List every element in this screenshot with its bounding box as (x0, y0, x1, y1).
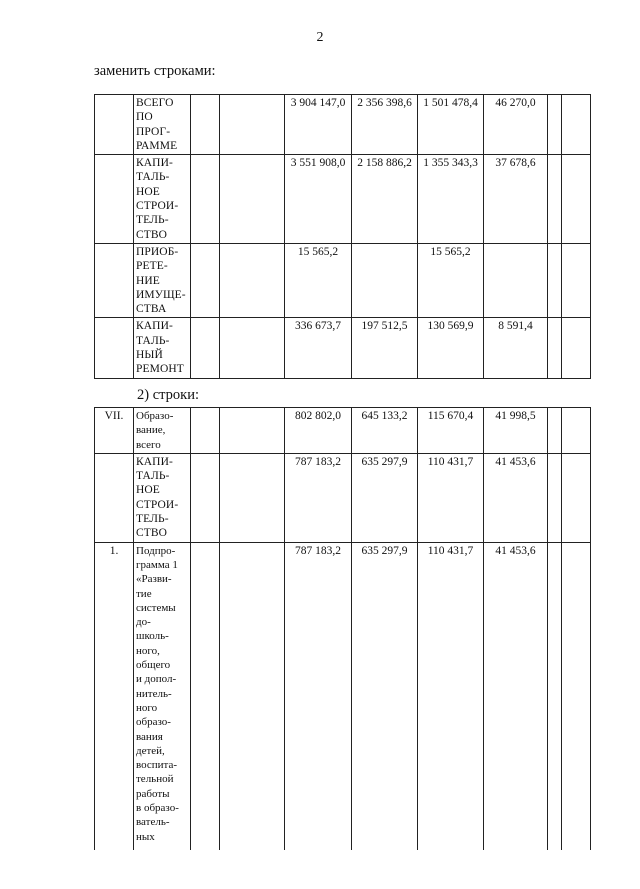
row-number (95, 318, 134, 378)
row-number: 1. (95, 542, 134, 850)
value-total: 3 551 908,0 (285, 155, 352, 244)
empty-cell (220, 408, 285, 454)
table-row (95, 155, 591, 244)
value-total: 3 904 147,0 (285, 95, 352, 155)
empty-cell (562, 95, 591, 155)
value-col2: 197 512,5 (352, 318, 418, 378)
table-row (95, 318, 591, 378)
value-col4: 41 453,6 (484, 453, 548, 542)
row-number (95, 95, 134, 155)
empty-cell (548, 95, 562, 155)
empty-cell (191, 453, 220, 542)
empty-cell (562, 453, 591, 542)
empty-cell (562, 243, 591, 317)
empty-cell (191, 542, 220, 850)
value-col4: 41 998,5 (484, 408, 548, 454)
table-row (95, 408, 591, 454)
row-number (95, 453, 134, 542)
value-col3: 1 501 478,4 (418, 95, 484, 155)
value-col4: 8 591,4 (484, 318, 548, 378)
empty-cell (562, 155, 591, 244)
value-col2: 635 297,9 (352, 453, 418, 542)
empty-cell (220, 155, 285, 244)
empty-cell (191, 155, 220, 244)
empty-cell (562, 408, 591, 454)
empty-cell (562, 318, 591, 378)
empty-cell (191, 95, 220, 155)
value-col3: 130 569,9 (418, 318, 484, 378)
value-col4 (484, 243, 548, 317)
empty-cell (220, 318, 285, 378)
value-col2: 2 158 886,2 (352, 155, 418, 244)
value-total: 802 802,0 (285, 408, 352, 454)
value-col3: 110 431,7 (418, 453, 484, 542)
value-col4: 46 270,0 (484, 95, 548, 155)
table-row (95, 542, 591, 850)
empty-cell (548, 243, 562, 317)
empty-cell (548, 318, 562, 378)
row-number (95, 243, 134, 317)
row-number: VII. (95, 408, 134, 454)
value-total: 336 673,7 (285, 318, 352, 378)
row-name: ВСЕГО ПО ПРОГ- РАММЕ (134, 95, 191, 155)
budget-table-replacement (94, 94, 591, 379)
empty-cell (548, 408, 562, 454)
empty-cell (191, 243, 220, 317)
row-name: КАПИ- ТАЛЬ- НЫЙ РЕМОНТ (134, 318, 191, 378)
empty-cell (548, 155, 562, 244)
empty-cell (220, 453, 285, 542)
value-col2: 2 356 398,6 (352, 95, 418, 155)
budget-table-section-2 (94, 407, 591, 850)
value-col2: 645 133,2 (352, 408, 418, 454)
row-name: Образо- вание, всего (134, 408, 191, 454)
row-number (95, 155, 134, 244)
empty-cell (220, 95, 285, 155)
value-col4: 37 678,6 (484, 155, 548, 244)
value-col2 (352, 243, 418, 317)
empty-cell (548, 542, 562, 850)
value-total: 787 183,2 (285, 453, 352, 542)
empty-cell (548, 453, 562, 542)
row-name: КАПИ- ТАЛЬ- НОЕ СТРОИ- ТЕЛЬ- СТВО (134, 155, 191, 244)
row-name: Подпро- грамма 1 «Разви- тие системы до- школь- ного, общего и допол- нитель- ного образо- вания детей, воспита- тельной работы в образо- ватель- ных (134, 542, 191, 850)
page-number: 2 (316, 30, 324, 45)
empty-cell (191, 408, 220, 454)
section-2-label: 2) строки: (137, 387, 199, 403)
value-total: 15 565,2 (285, 243, 352, 317)
empty-cell (220, 542, 285, 850)
empty-cell (191, 318, 220, 378)
table-row (95, 453, 591, 542)
value-col3: 115 670,4 (418, 408, 484, 454)
value-col4: 41 453,6 (484, 542, 548, 850)
value-total: 787 183,2 (285, 542, 352, 850)
table-row (95, 243, 591, 317)
value-col3: 110 431,7 (418, 542, 484, 850)
row-name: КАПИ- ТАЛЬ- НОЕ СТРОИ- ТЕЛЬ- СТВО (134, 453, 191, 542)
intro-text: заменить строками: (94, 63, 216, 79)
empty-cell (562, 542, 591, 850)
value-col3: 1 355 343,3 (418, 155, 484, 244)
empty-cell (220, 243, 285, 317)
value-col2: 635 297,9 (352, 542, 418, 850)
value-col3: 15 565,2 (418, 243, 484, 317)
table-row (95, 95, 591, 155)
row-name: ПРИОБ- РЕТЕ- НИЕ ИМУЩЕ- СТВА (134, 243, 191, 317)
